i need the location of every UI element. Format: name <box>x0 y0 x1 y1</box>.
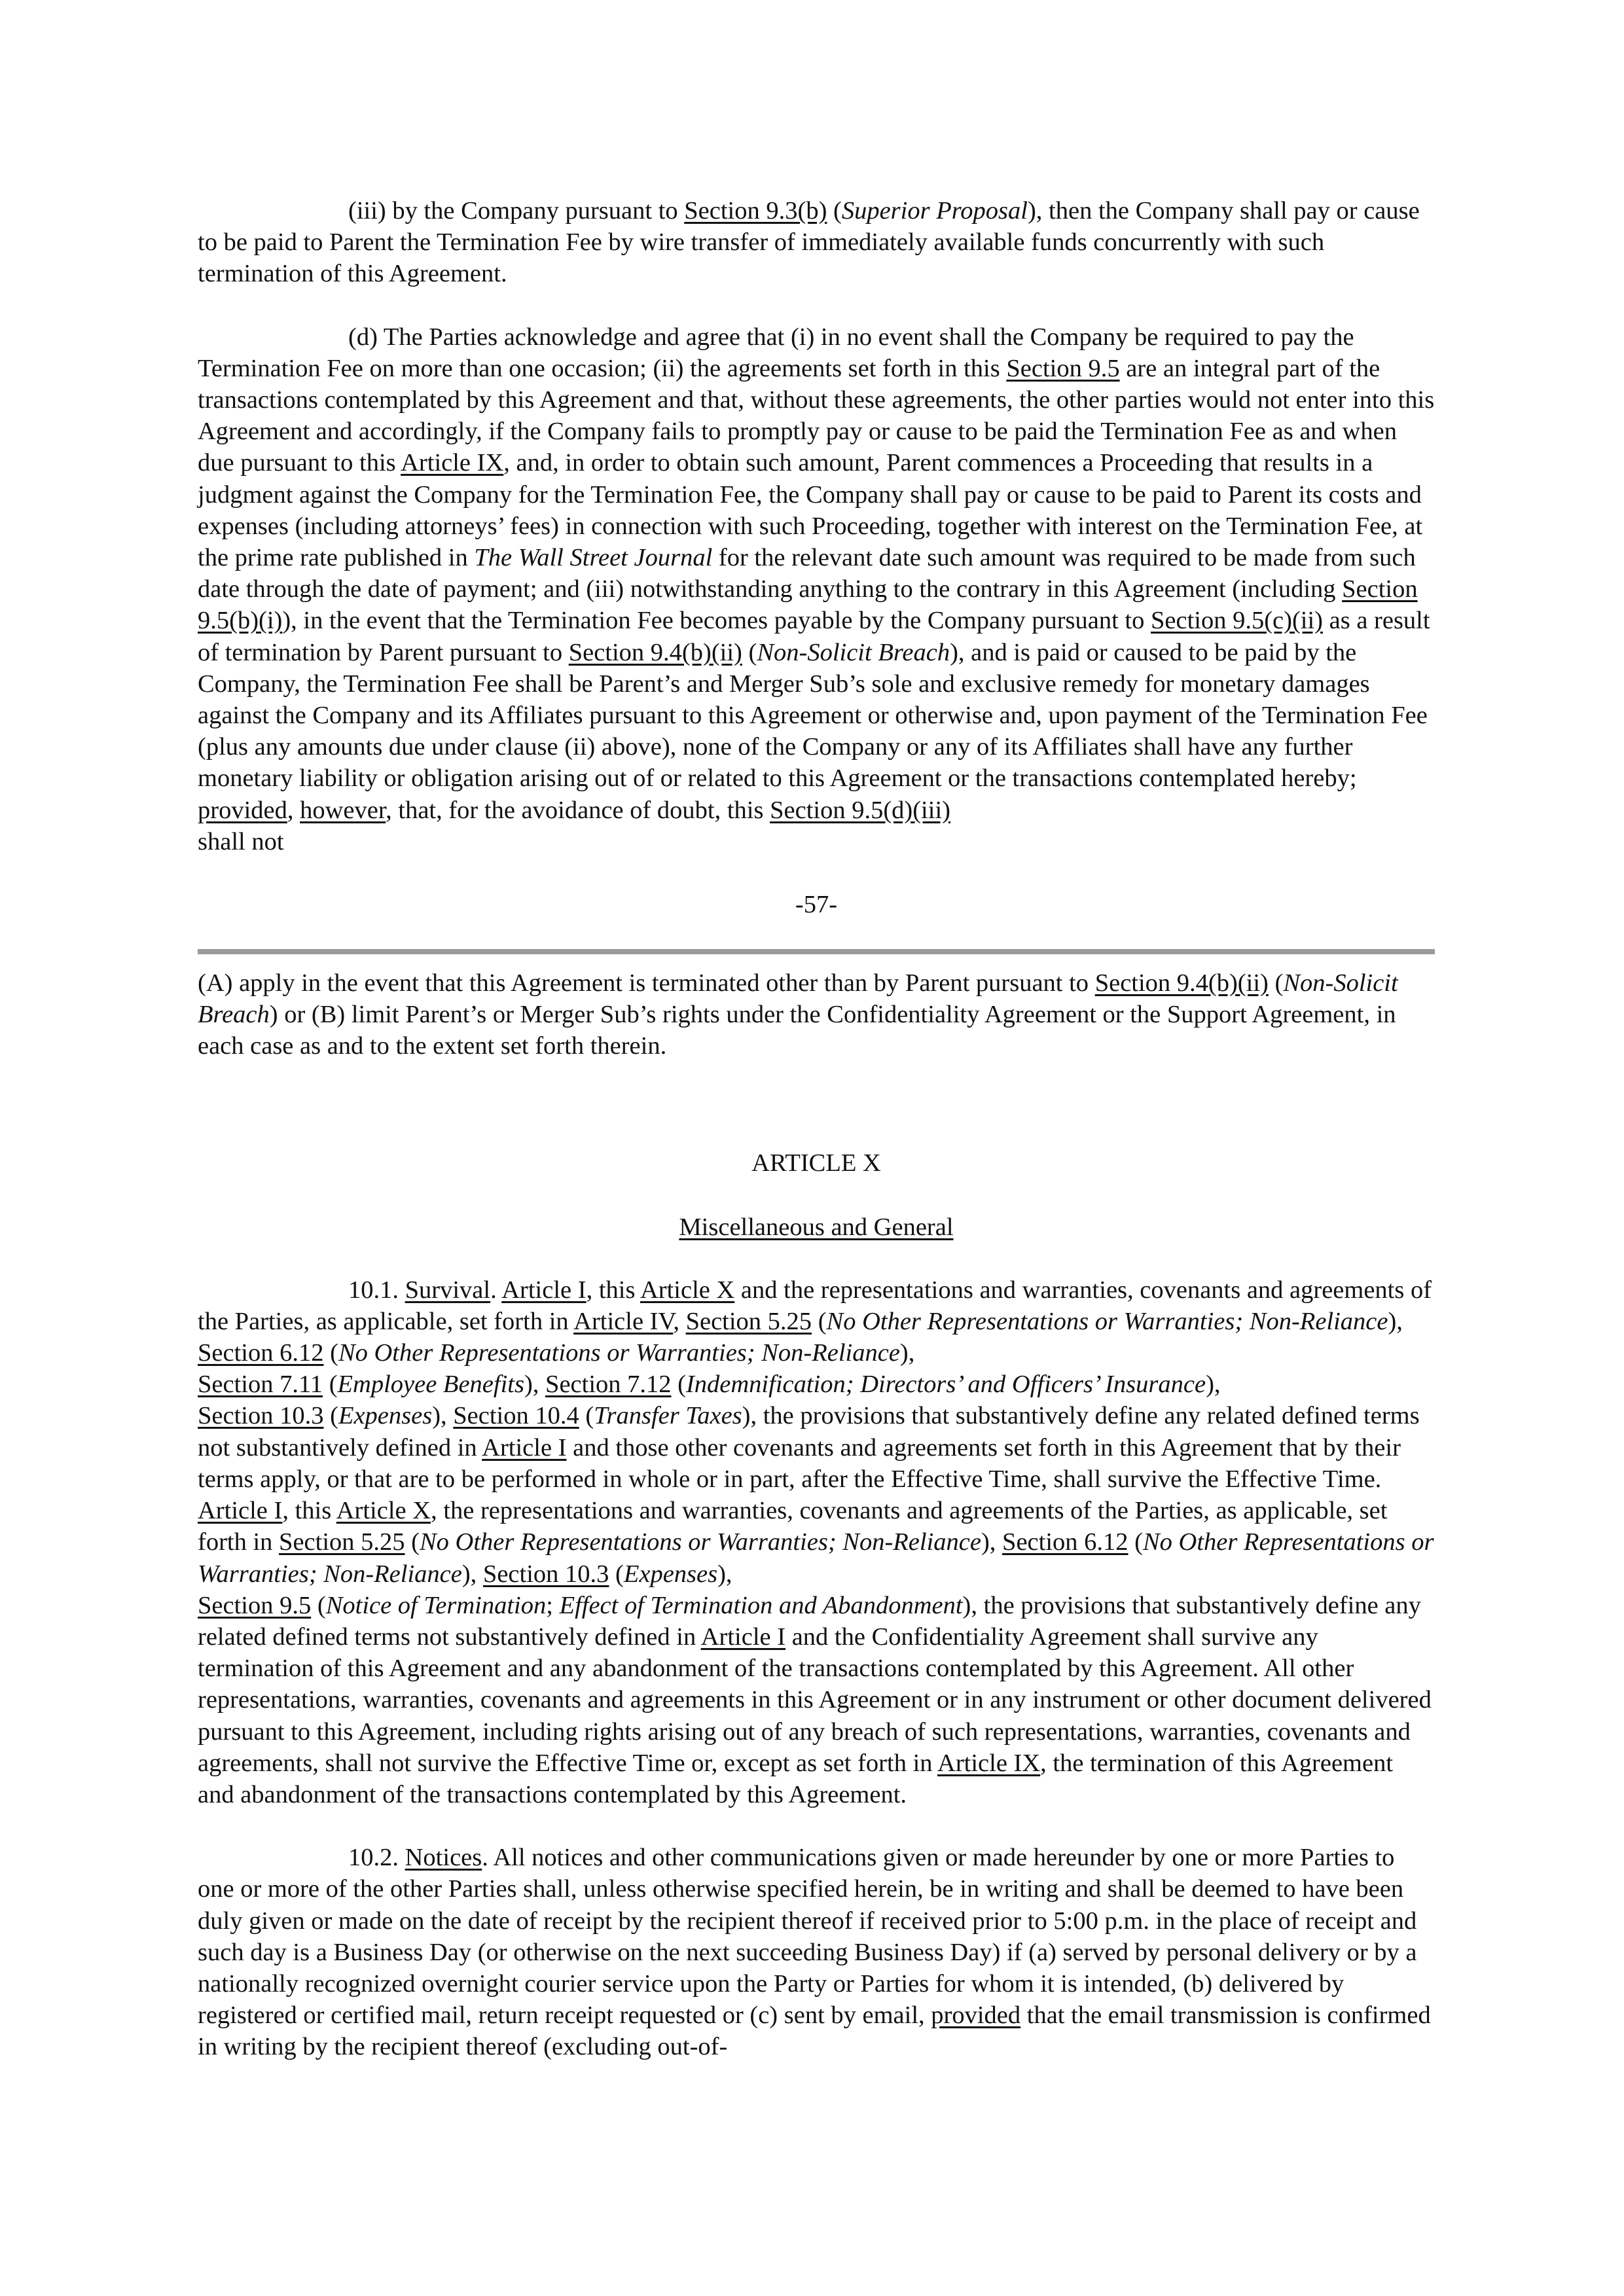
italic-term: Indemnification; Directors’ and Officers’ Insurance <box>685 1371 1206 1399</box>
article-title: ARTICLE X <box>751 1149 881 1177</box>
section-10-1-survival <box>198 1274 1435 1810</box>
document-page <box>198 195 1435 2063</box>
text-run: ( <box>827 197 842 224</box>
section-6-12-link[interactable]: Section 6.12 <box>1002 1528 1128 1556</box>
text-run: , this <box>586 1276 640 1304</box>
text-run: , and, in order to obtain such amount, Parent commences a Proceeding that results in a judgment against the Company for the Termination Fee, the Company shall pay or cause to be paid to Parent its costs and expenses (including attorneys’ fees) in connection with such Proceeding, together with interest on the Termination Fee, at the prime rate published in <box>198 449 1423 572</box>
provided-term: provided <box>931 2001 1021 2030</box>
text-run: ( <box>671 1371 686 1399</box>
text-run: ), <box>899 1339 915 1367</box>
text-run: , <box>673 1307 686 1335</box>
section-10-3-link[interactable]: Section 10.3 <box>198 1402 324 1430</box>
text-run: ), <box>981 1528 1003 1556</box>
text-run: (d) The Parties acknowledge and agree that (i) in no event shall the Company be required to pay the Termination Fee on more than one occasion; (ii) the agreements set forth in this <box>198 323 1354 382</box>
text-run: ( <box>311 1591 326 1619</box>
paragraph-gap <box>198 1243 1435 1274</box>
italic-term: Employee Benefits <box>337 1371 524 1399</box>
italic-term: Non-Solicit Breach <box>198 969 1398 1029</box>
italic-term: Non-Solicit Breach <box>757 638 950 666</box>
section-7-12-link[interactable]: Section 7.12 <box>545 1371 672 1399</box>
text-run: . All notices and other communications given or made hereunder by one or more Parties to one or more of the other Parties shall, unless otherwise specified herein, be in writing and shall be deemed to have been duly given or made on the date of receipt by the recipient thereof if received prior to 5:00 p.m. in the place of receipt and such day is a Business Day (or otherwise on the next succeeding Business Day) if (a) served by personal delivery or by a nationally recognized overnight courier service upon the Party or Parties for whom it is intended, (b) delivered by registered or certified mail, return receipt requested or (c) sent by email, <box>198 1844 1417 2030</box>
section-7-11-link[interactable]: Section 7.11 <box>198 1371 323 1399</box>
section-9-5-link[interactable]: Section 9.5 <box>1006 354 1120 382</box>
text-run: ( <box>323 1371 338 1399</box>
text-run: ; <box>546 1591 560 1619</box>
text-run: ( <box>405 1528 420 1556</box>
text-run: ), <box>432 1402 454 1430</box>
text-run: that the email transmission is confirmed in writing by the recipient thereof (excluding out-of- <box>198 2001 1431 2061</box>
section-9-3-b-link[interactable]: Section 9.3(b) <box>684 197 827 224</box>
italic-term: Expenses <box>338 1402 433 1430</box>
italic-term: The Wall Street Journal <box>474 544 713 572</box>
italic-term: Superior Proposal <box>841 197 1028 224</box>
paragraph-d <box>198 321 1435 857</box>
text-run: for the relevant date such amount was required to be made from such date through the date of payment; and (iii) notwithstanding anything to the contrary in this Agreement (including <box>198 544 1416 603</box>
text-run: are an integral part of the transactions contemplated by this Agreement and that, without these agreements, the other parties would not enter into this Agreement and accordingly, if the Company fails to promptly pay or cause to be paid the Termination Fee as and when due pursuant to this <box>198 354 1435 477</box>
section-9-5-b-i-link[interactable]: Section 9.5(b)(i) <box>198 575 1418 635</box>
section-10-4-link[interactable]: Section 10.4 <box>453 1402 579 1430</box>
article-ix-link[interactable]: Article IX <box>937 1749 1041 1777</box>
section-9-4-b-ii-link[interactable]: Section 9.4(b)(ii) <box>1094 969 1269 997</box>
text-run: ( <box>609 1560 624 1588</box>
text-run: ), the provisions that substantively define any related defined terms not substantively defined in <box>198 1591 1421 1651</box>
text-run: (iii) by the Company pursuant to <box>348 197 685 224</box>
text-run: as a result of termination by Parent pursuant to <box>198 607 1430 666</box>
text-run: , the termination of this Agreement and abandonment of the transactions contemplated by this Agreement. <box>198 1749 1394 1808</box>
text-run: and the Confidentiality Agreement shall survive any termination of this Agreement and any abandonment of the transactions contemplated by this Agreement. All other representations, warranties, covenants and agreements in this Agreement or in any instrument or other document delivered pursuant to this Agreement, including rights arising out of any breach of such representations, warranties, covenants and agreements, shall not survive the Effective Time or, except as set forth in <box>198 1623 1432 1777</box>
italic-term: No Other Representations or Warranties; Non-Reliance <box>419 1528 981 1556</box>
text-run: ( <box>742 638 757 666</box>
text-run: 10.1. <box>348 1276 405 1304</box>
text-run: ), <box>461 1560 483 1588</box>
page-number: -57- <box>795 891 838 919</box>
text-run: , <box>287 796 300 824</box>
section-5-25-link[interactable]: Section 5.25 <box>279 1528 405 1556</box>
article-i-link[interactable]: Article I <box>501 1276 586 1304</box>
paragraph-c-iii <box>198 195 1435 290</box>
article-i-link[interactable]: Article I <box>700 1623 786 1651</box>
text-run: ), and is paid or caused to be paid by the Company, the Termination Fee shall be Parent’s and Merger Sub’s sole and exclusive remedy for monetary damages against the Company and its Affiliates pursuant to this Agreement or otherwise and, upon payment of the Termination Fee (plus any amounts due under clause (ii) above), none of the Company or any of its Affiliates shall have any further monetary liability or obligation arising out of or related to this Agreement or the transactions contemplated hereby; <box>198 638 1428 793</box>
paragraph-gap <box>198 1810 1435 1842</box>
italic-term: No Other Representations or Warranties; Non-Reliance <box>198 1528 1434 1588</box>
text-run: ), <box>524 1371 546 1399</box>
section-9-5-link[interactable]: Section 9.5 <box>198 1591 312 1619</box>
section-10-3-link[interactable]: Section 10.3 <box>482 1560 609 1588</box>
text-run: and the representations and warranties, covenants and agreements of the Parties, as applicable, set forth in <box>198 1276 1432 1335</box>
article-subtitle: Miscellaneous and General <box>679 1213 954 1241</box>
text-run: 10.2. <box>348 1844 405 1872</box>
text-run: shall not <box>198 827 284 855</box>
text-run: ( <box>1128 1528 1143 1556</box>
section-10-2-notices <box>198 1842 1435 2062</box>
text-run: ( <box>323 1402 338 1430</box>
paragraph-continuation <box>198 967 1435 1062</box>
survival-heading: Survival <box>405 1276 491 1304</box>
italic-term: Transfer Taxes <box>594 1402 742 1430</box>
text-run: ), <box>1388 1307 1403 1335</box>
text-run: (A) apply in the event that this Agreement is terminated other than by Parent pursuant to <box>198 969 1095 997</box>
article-x-link[interactable]: Article X <box>336 1497 431 1525</box>
article-iv-link[interactable]: Article IV <box>573 1307 674 1335</box>
italic-term: Expenses <box>623 1560 718 1588</box>
section-9-5-d-iii-link[interactable]: Section 9.5(d)(iii) <box>770 796 950 824</box>
text-run: and those other covenants and agreements set forth in this Agreement that by their terms apply, or that are to be performed in whole or in part, after the Effective Time, shall survive the Effective Time. <box>198 1433 1401 1493</box>
provided-term: provided <box>198 796 287 824</box>
italic-term: No Other Representations or Warranties; Non-Reliance <box>826 1307 1388 1335</box>
text-run: ), then the Company shall pay or cause to be paid to Parent the Termination Fee by wire transfer of immediately available funds concurrently with such termination of this Agreement. <box>198 197 1420 288</box>
text-run: ( <box>579 1402 594 1430</box>
page-divider <box>198 949 1435 954</box>
text-run: ( <box>323 1339 338 1367</box>
text-run: ), the provisions that substantively define any related defined terms not substantively defined in <box>198 1402 1420 1462</box>
italic-term: Effect of Termination and Abandonment <box>559 1591 963 1619</box>
text-run: , the representations and warranties, covenants and agreements of the Parties, as applicable, set forth in <box>198 1497 1388 1556</box>
section-gap <box>198 1062 1435 1147</box>
text-run: ), <box>1206 1371 1221 1399</box>
section-5-25-link[interactable]: Section 5.25 <box>685 1307 812 1335</box>
text-run: ), <box>717 1560 732 1588</box>
paragraph-gap <box>198 290 1435 321</box>
text-run: ), in the event that the Termination Fee becomes payable by the Company pursuant to <box>282 607 1151 635</box>
article-ix-link[interactable]: Article IX <box>401 449 504 477</box>
section-6-12-link[interactable]: Section 6.12 <box>198 1339 324 1367</box>
text-run: , that, for the avoidance of doubt, this <box>386 796 770 824</box>
however-term: however <box>300 796 386 824</box>
text-run: ( <box>1268 969 1284 997</box>
text-run: . <box>490 1276 502 1304</box>
article-x-link[interactable]: Article X <box>640 1276 735 1304</box>
italic-term: No Other Representations or Warranties; Non-Reliance <box>338 1339 900 1367</box>
heading-gap <box>198 1179 1435 1211</box>
article-i-link[interactable]: Article I <box>482 1433 567 1462</box>
text-run: , this <box>282 1497 336 1525</box>
text-run: ) or (B) limit Parent’s or Merger Sub’s rights under the Confidentiality Agreement or the Support Agreement, in each case as and to the extent set forth therein. <box>198 1001 1396 1060</box>
article-i-link[interactable]: Article I <box>198 1497 283 1525</box>
section-9-4-b-ii-link[interactable]: Section 9.4(b)(ii) <box>568 638 742 666</box>
notices-heading: Notices <box>405 1844 482 1872</box>
section-9-5-c-ii-link[interactable]: Section 9.5(c)(ii) <box>1151 607 1323 635</box>
italic-term: Notice of Termination <box>325 1591 547 1619</box>
text-run: ( <box>812 1307 827 1335</box>
